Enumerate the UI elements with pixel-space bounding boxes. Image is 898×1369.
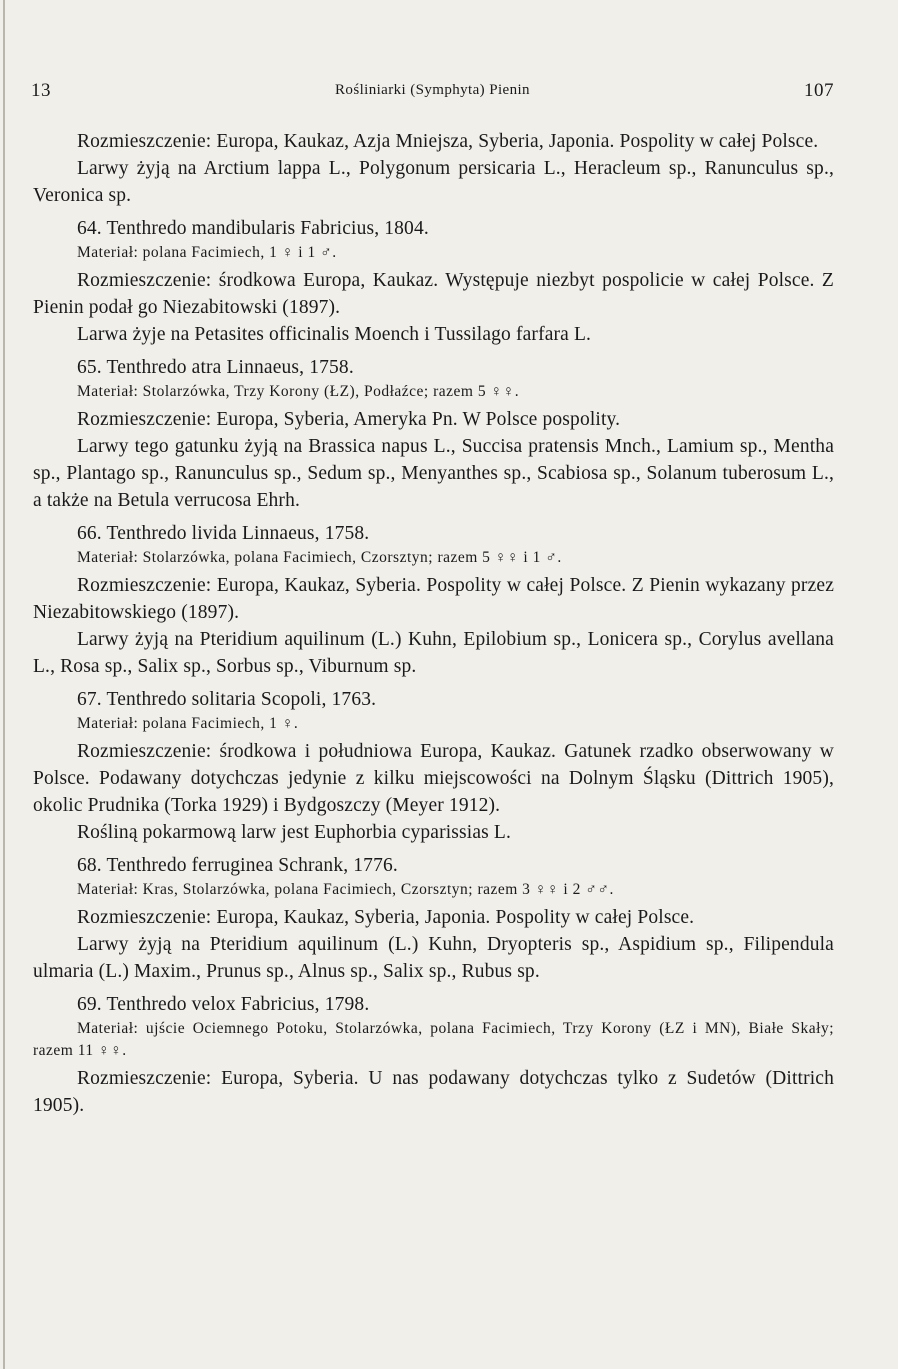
page-number: 107 — [804, 80, 834, 101]
larvae-host-paragraph-64: Larwa żyje na Petasites officinalis Moench i Tussilago farfara L. — [77, 324, 592, 345]
distribution-paragraph-68: Rozmieszczenie: Europa, Kaukaz, Syberia, Japonia. Pospolity w całej Polsce. — [77, 907, 695, 928]
food-plant-paragraph-67: Rośliną pokarmową larw jest Euphorbia cyparissias L. — [77, 822, 511, 843]
species-heading-69: 69. Tenthredo velox Fabricius, 1798. — [77, 994, 370, 1015]
distribution-paragraph-64: Rozmieszczenie: środkowa Europa, Kaukaz. Występuje niezbyt pospolicie w całej Polsce. Z Pienin podał go Niezabitowski (1897). — [33, 270, 834, 318]
larvae-host-paragraph-68: Larwy żyją na Pteridium aquilinum (L.) Kuhn, Dryopteris sp., Aspidium sp., Filipendula ulmaria (L.) Maxim., Prunus sp., Alnus sp., Salix sp., Rubus sp. — [33, 934, 834, 982]
running-title: Rośliniarki (Symphyta) Pienin — [335, 82, 530, 98]
material-note-65: Materiał: Stolarzówka, Trzy Korony (ŁZ), Podłaźce; razem 5 ♀♀. — [77, 383, 520, 400]
species-heading-65: 65. Tenthredo atra Linnaeus, 1758. — [77, 357, 354, 378]
running-header — [31, 80, 834, 102]
distribution-paragraph-69: Rozmieszczenie: Europa, Syberia. U nas podawany dotychczas tylko z Sudetów (Dittrich 1905). — [33, 1068, 834, 1116]
larvae-host-paragraph: Larwy żyją na Arctium lappa L., Polygonum persicaria L., Heracleum sp., Ranunculus sp., Veronica sp. — [33, 158, 834, 206]
distribution-paragraph: Rozmieszczenie: Europa, Kaukaz, Azja Mniejsza, Syberia, Japonia. Pospolity w całej Polsce. — [77, 131, 819, 152]
page-body — [33, 128, 834, 1119]
larvae-host-paragraph-66: Larwy żyją na Pteridium aquilinum (L.) Kuhn, Epilobium sp., Lonicera sp., Corylus avellana L., Rosa sp., Salix sp., Sorbus sp., Viburnum sp. — [33, 629, 834, 677]
species-heading-66: 66. Tenthredo livida Linnaeus, 1758. — [77, 523, 370, 544]
material-note-66: Materiał: Stolarzówka, polana Facimiech, Czorsztyn; razem 5 ♀♀ i 1 ♂. — [77, 549, 562, 566]
material-note-69: Materiał: ujście Ociemnego Potoku, Stolarzówka, polana Facimiech, Trzy Korony (ŁZ i MN), Białe Skały; razem 11 ♀♀. — [33, 1020, 834, 1059]
chapter-number: 13 — [31, 80, 51, 101]
material-note-67: Materiał: polana Facimiech, 1 ♀. — [77, 715, 299, 732]
page-edge-rule — [3, 0, 5, 1369]
species-heading-67: 67. Tenthredo solitaria Scopoli, 1763. — [77, 689, 377, 710]
distribution-paragraph-67: Rozmieszczenie: środkowa i południowa Europa, Kaukaz. Gatunek rzadko obserwowany w Polsce. Podawany dotychczas jedynie z kilku miejscowości na Dolnym Śląsku (Dittrich 1905), okolic Prudnika (Torka 1929) i Bydgoszczy (Meyer 1912). — [33, 741, 834, 816]
species-heading-68: 68. Tenthredo ferruginea Schrank, 1776. — [77, 855, 398, 876]
distribution-paragraph-65: Rozmieszczenie: Europa, Syberia, Ameryka Pn. W Polsce pospolity. — [77, 409, 621, 430]
species-heading-64: 64. Tenthredo mandibularis Fabricius, 1804. — [77, 218, 429, 239]
material-note-68: Materiał: Kras, Stolarzówka, polana Facimiech, Czorsztyn; razem 3 ♀♀ i 2 ♂♂. — [77, 881, 614, 898]
larvae-host-paragraph-65: Larwy tego gatunku żyją na Brassica napus L., Succisa pratensis Mnch., Lamium sp., Mentha sp., Plantago sp., Ranunculus sp., Sedum sp., Menyanthes sp., Scabiosa sp., Solanum tuberosum L., a także na Betula verrucosa Ehrh. — [33, 436, 834, 511]
distribution-paragraph-66: Rozmieszczenie: Europa, Kaukaz, Syberia. Pospolity w całej Polsce. Z Pienin wykazany przez Niezabitowskiego (1897). — [33, 575, 834, 623]
material-note-64: Materiał: polana Facimiech, 1 ♀ i 1 ♂. — [77, 244, 337, 261]
